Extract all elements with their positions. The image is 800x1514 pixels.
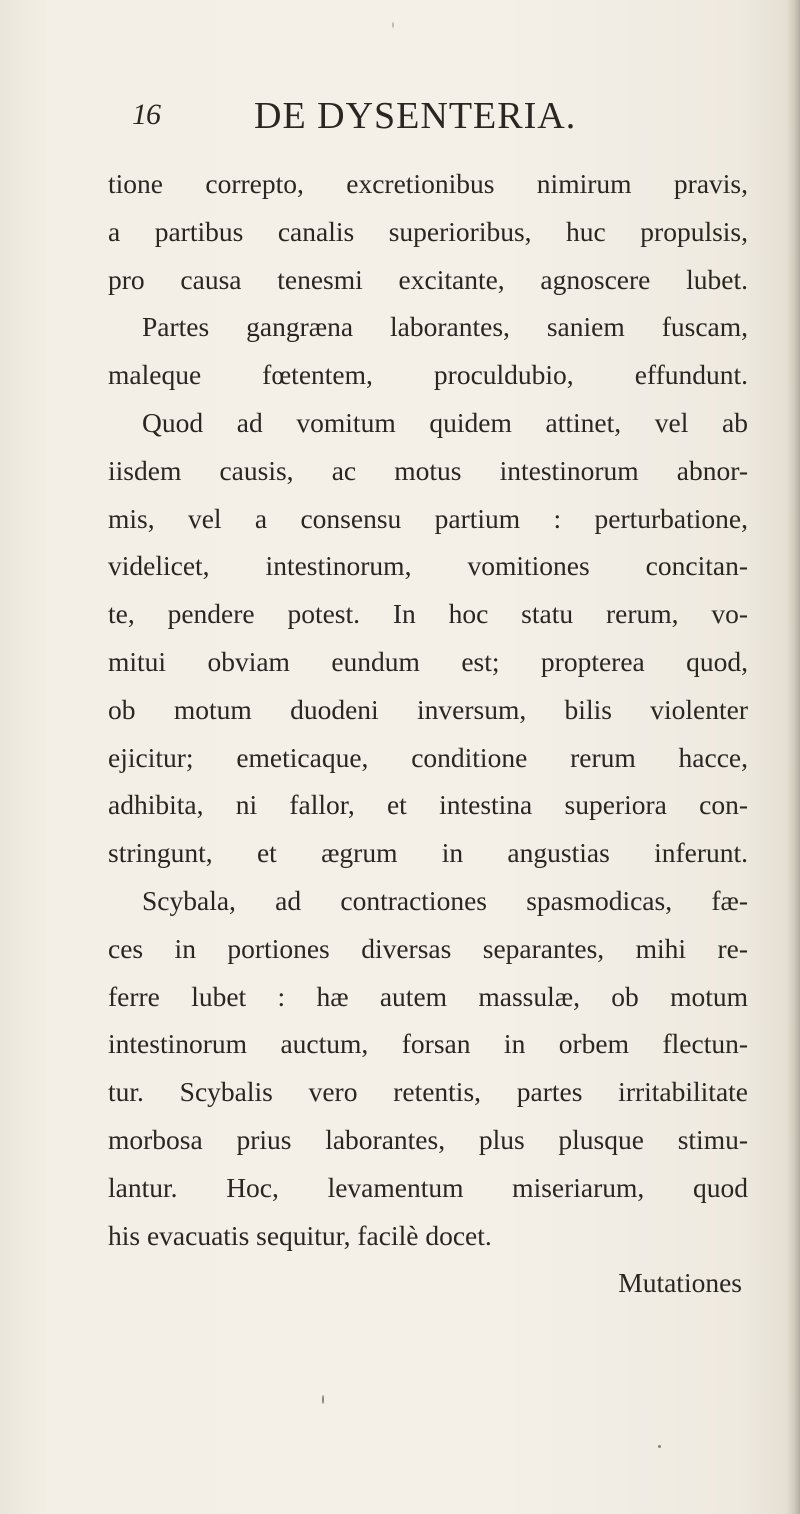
text-line: stringunt, et ægrum in angustias inferunt.	[108, 837, 748, 869]
text-line: his evacuatis sequitur, facilè docet.	[108, 1219, 492, 1251]
running-head: DE DYSENTERIA.	[254, 95, 577, 137]
page-header	[0, 92, 800, 142]
body-text	[108, 160, 748, 1307]
text-line: ferre lubet : hæ autem massulæ, ob motum	[108, 980, 748, 1012]
text-line: ob motum duodeni inversum, bilis violenter	[108, 693, 748, 725]
text-line: mis, vel a consensu partium : perturbatione,	[108, 502, 748, 534]
text-line: maleque fœtentem, proculdubio, effundunt.	[108, 359, 748, 391]
text-line: morbosa prius laborantes, plus plusque stimu-	[108, 1123, 748, 1155]
text-line: adhibita, ni fallor, et intestina superiora con-	[108, 789, 748, 821]
paper-speck	[658, 1445, 661, 1448]
page-number: 16	[132, 98, 160, 131]
catchword: Mutationes	[618, 1267, 742, 1299]
text-line: Scybala, ad contractiones spasmodicas, fæ-	[142, 884, 748, 916]
paper-speck	[322, 1395, 324, 1404]
text-line: lantur. Hoc, levamentum miseriarum, quod	[108, 1171, 748, 1203]
text-line: tione correpto, excretionibus nimirum pravis,	[108, 168, 748, 199]
text-line: ejicitur; emeticaque, conditione rerum hacce,	[108, 741, 748, 773]
paper-speck	[392, 22, 394, 28]
text-line: Partes gangræna laborantes, saniem fuscam,	[142, 311, 748, 343]
text-line: tur. Scybalis vero retentis, partes irritabilitate	[108, 1076, 748, 1108]
text-line: videlicet, intestinorum, vomitiones concitan-	[108, 550, 748, 582]
text-line: mitui obviam eundum est; propterea quod,	[108, 645, 748, 677]
text-line: a partibus canalis superioribus, huc propulsis,	[108, 215, 748, 247]
text-line: pro causa tenesmi excitante, agnoscere lubet.	[108, 263, 748, 295]
text-line: iisdem causis, ac motus intestinorum abnor-	[108, 454, 748, 486]
text-line: te, pendere potest. In hoc statu rerum, vo-	[108, 598, 748, 630]
text-line: Quod ad vomitum quidem attinet, vel ab	[142, 406, 748, 438]
text-line: intestinorum auctum, forsan in orbem flectun-	[108, 1028, 748, 1060]
text-line: ces in portiones diversas separantes, mihi re-	[108, 932, 748, 964]
page-edge-shadow	[786, 0, 800, 1514]
